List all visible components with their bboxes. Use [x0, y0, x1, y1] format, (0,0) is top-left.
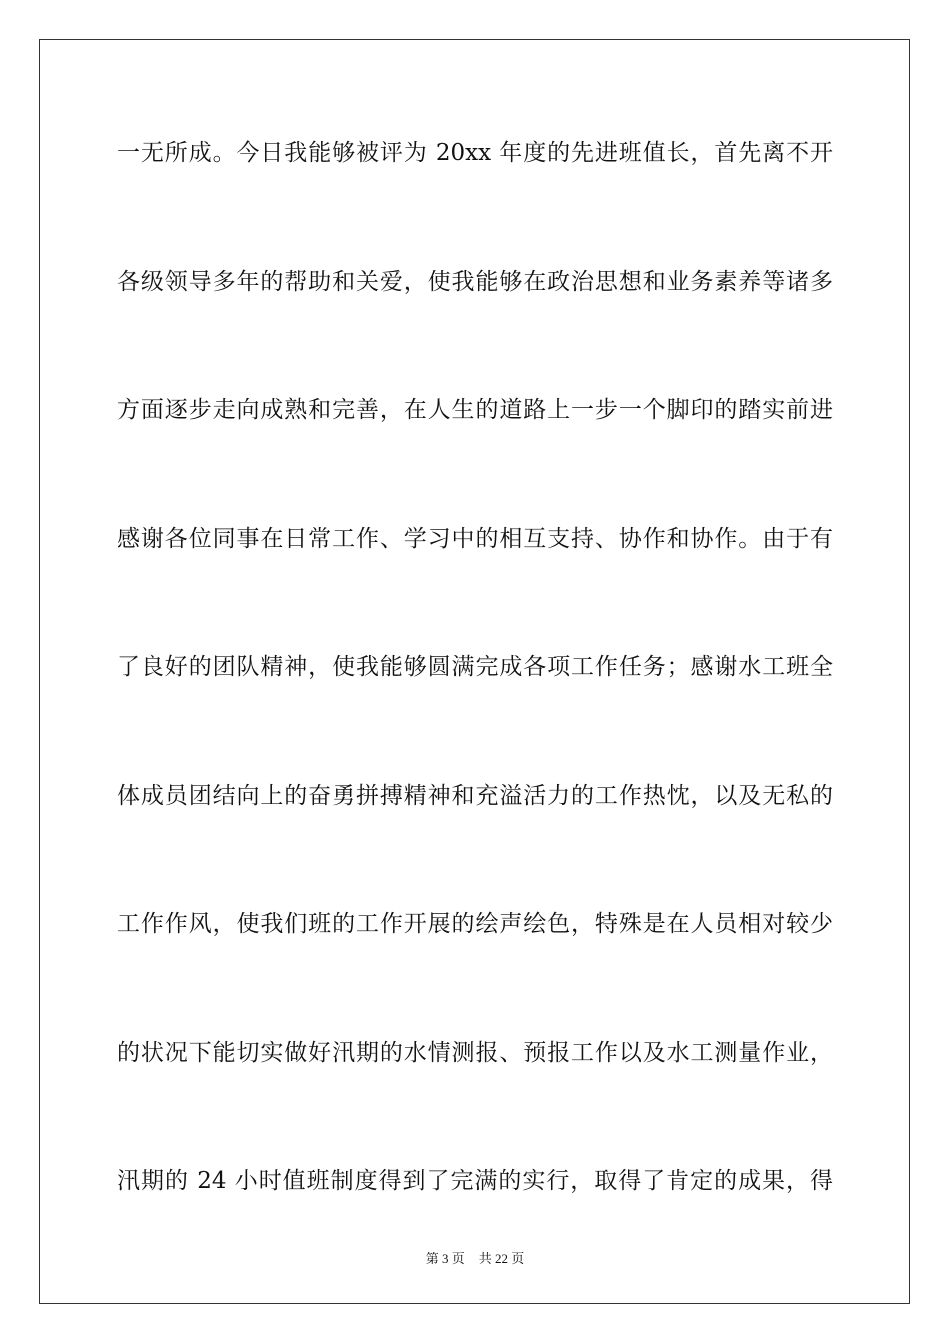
text-line: 感谢各位同事在日常工作、学习中的相互支持、协作和协作。由于有 [117, 525, 833, 552]
text-line: 工作作风，使我们班的工作开展的绘声绘色，特殊是在人员相对较少 [117, 911, 833, 937]
page-number: 第 3 页 [425, 1251, 465, 1266]
text-line: 一无所成。今日我能够被评为 20xx 年度的先进班值长，首先离不开 [117, 140, 833, 166]
text-line: 方面逐步走向成熟和完善，在人生的道路上一步一个脚印的踏实前进 [117, 397, 833, 423]
page-footer [0, 1248, 950, 1267]
text-line: 的状况下能切实做好汛期的水情测报、预报工作以及水工测量作业， [117, 1039, 833, 1066]
document-body [117, 128, 833, 1285]
text-line: 各级领导多年的帮助和关爱，使我能够在政治思想和业务素养等诸多 [117, 268, 833, 295]
text-line: 体成员团结向上的奋勇拼搏精神和充溢活力的工作热忱，以及无私的 [117, 782, 833, 809]
page-total: 共 22 页 [478, 1251, 525, 1266]
text-line: 了良好的团队精神，使我能够圆满完成各项工作任务；感谢水工班全 [117, 654, 833, 680]
text-line: 汛期的 24 小时值班制度得到了完满的实行，取得了肯定的成果，得 [117, 1168, 833, 1194]
